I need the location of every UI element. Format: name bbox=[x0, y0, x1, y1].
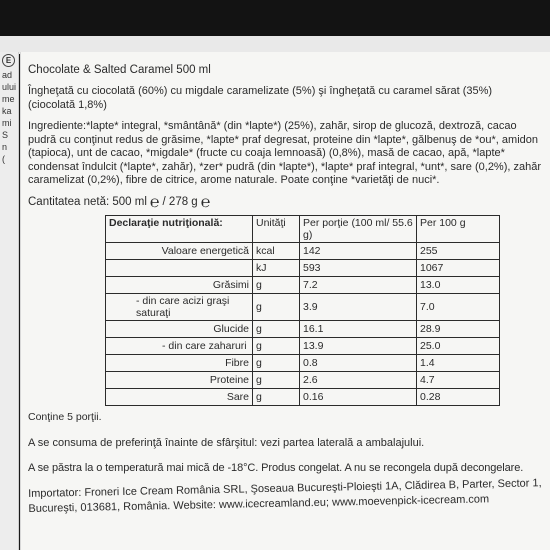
nutrient-label: Glucide bbox=[106, 320, 253, 337]
table-row bbox=[106, 259, 500, 276]
side-fragment: S bbox=[2, 130, 9, 140]
table-row bbox=[106, 388, 500, 405]
nutrient-label: Fibre bbox=[106, 354, 253, 371]
nutrient-unit: g bbox=[253, 320, 300, 337]
nutrient-per-100g: 4.7 bbox=[417, 371, 500, 388]
nutrient-per-100g: 1.4 bbox=[417, 354, 500, 371]
nutrient-unit: g bbox=[253, 354, 300, 371]
table-row bbox=[106, 354, 500, 371]
top-dark-band bbox=[0, 0, 550, 52]
nutrient-unit: g bbox=[253, 371, 300, 388]
nutrient-label: Grăsimi bbox=[106, 276, 253, 293]
nutrient-per-portion: 0.16 bbox=[300, 388, 417, 405]
header-per-100g: Per 100 g bbox=[417, 215, 500, 242]
nutrient-per-100g: 25.0 bbox=[417, 337, 500, 354]
nutrient-label: Valoare energetică bbox=[106, 242, 253, 259]
nutrient-unit: g bbox=[253, 276, 300, 293]
adjacent-label-edge bbox=[0, 52, 19, 550]
table-row bbox=[106, 276, 500, 293]
nutrient-label: Proteine bbox=[106, 371, 253, 388]
side-fragment: mi bbox=[2, 118, 12, 128]
nutrient-per-100g: 28.9 bbox=[417, 320, 500, 337]
net-volume: Cantitatea netă: 500 ml bbox=[28, 195, 147, 208]
nutrient-per-100g: 1067 bbox=[417, 259, 500, 276]
side-fragment: ului bbox=[2, 82, 17, 92]
nutrient-label: - din care zaharuri bbox=[106, 337, 253, 354]
nutrient-label: Sare bbox=[106, 388, 253, 405]
nutrient-label: - din care acizi graşi saturaţi bbox=[106, 293, 253, 320]
estimated-sign-icon: ℮ bbox=[200, 193, 211, 211]
header-units: Unităţi bbox=[253, 215, 300, 242]
nutrient-unit: g bbox=[253, 388, 300, 405]
nutrient-per-portion: 13.9 bbox=[300, 337, 417, 354]
table-row bbox=[106, 293, 500, 320]
best-before-note: A se consuma de preferinţă înainte de sfârşitul: vezi partea laterală a ambalajului. bbox=[28, 436, 425, 449]
nutrient-per-portion: 2.6 bbox=[300, 371, 417, 388]
label-content bbox=[28, 64, 542, 517]
nutrient-per-100g: 7.0 bbox=[417, 293, 500, 320]
e-badge-icon: E bbox=[2, 54, 15, 67]
nutrient-per-portion: 3.9 bbox=[300, 293, 417, 320]
table-row bbox=[106, 320, 500, 337]
nutrient-unit: kJ bbox=[253, 259, 300, 276]
nutrient-unit: g bbox=[253, 293, 300, 320]
nutrient-per-100g: 0.28 bbox=[417, 388, 500, 405]
net-weight: / 278 g bbox=[162, 195, 198, 208]
nutrient-per-100g: 255 bbox=[417, 242, 500, 259]
header-per-portion: Per porţie (100 ml/ 55.6 g) bbox=[300, 215, 417, 242]
table-row bbox=[106, 371, 500, 388]
nutrient-per-portion: 16.1 bbox=[300, 320, 417, 337]
table-row bbox=[106, 242, 500, 259]
product-label bbox=[20, 52, 550, 550]
side-fragment: ( bbox=[2, 154, 5, 164]
nutrition-header-row bbox=[106, 215, 500, 242]
nutrient-unit: g bbox=[253, 337, 300, 354]
storage-note: A se păstra la o temperatură mai mică de -18°C. Produs congelat. A nu se recongela după decongelare. bbox=[28, 461, 524, 474]
nutrient-per-portion: 0.8 bbox=[300, 354, 417, 371]
nutrient-per-100g: 13.0 bbox=[417, 276, 500, 293]
table-row bbox=[106, 337, 500, 354]
nutrient-per-portion: 142 bbox=[300, 242, 417, 259]
nutrient-unit: kcal bbox=[253, 242, 300, 259]
product-description: Îngheţată cu ciocolată (60%) cu migdale caramelizate (5%) şi îngheţată cu caramel sărat (35%) (ciocolată 1,8%) bbox=[28, 85, 493, 111]
estimated-sign-icon: ℮ bbox=[149, 193, 160, 211]
side-fragment: me bbox=[2, 94, 15, 104]
ingredients-list: Ingrediente:*lapte* integral, *smântână* (din *lapte*) (25%), zahăr, sirop de glucoză, dextroză, cacao pudră cu conţinut redus de grăsime, *lapte* praf degresat, proteine din *lapte*, gălbenuş de *ou*, amidon (tapioca), unt de cacao, *migdale* (fructe cu coaja lemnoasă) (0,8%), masă de cacao, apă, *lapte* condensat îndulcit (*lapte*, zahăr), *zer* pudră (din *lapte*), *lapte* praf integral, *unt*, sare (0,2%), zahăr caramelizat (0,2%), fibre de citrice, arome naturale. Poate conţine *varietăţi de nuci*. bbox=[28, 120, 542, 186]
nutrient-per-portion: 7.2 bbox=[300, 276, 417, 293]
portions-note: Conţine 5 porţii. bbox=[28, 410, 102, 423]
net-quantity bbox=[28, 193, 542, 211]
nutrient-per-portion: 593 bbox=[300, 259, 417, 276]
side-fragment: ka bbox=[2, 106, 12, 116]
header-declaration: Declaraţie nutriţională: bbox=[106, 215, 253, 242]
side-fragment: n bbox=[2, 142, 8, 152]
side-fragment: ad bbox=[2, 70, 13, 80]
nutrition-table bbox=[105, 215, 500, 406]
nutrient-label bbox=[106, 259, 253, 276]
product-title: Chocolate & Salted Caramel 500 ml bbox=[28, 64, 211, 76]
importer-info: Importator: Froneri Ice Cream România SRL, Şoseaua Bucureşti-Ploieşti 1A, Clădirea B, Parter, Sector 1, Bucureşti, 013681, România. Website: www.icecreamland.eu; www.moevenpick-icecream.com bbox=[28, 476, 542, 515]
